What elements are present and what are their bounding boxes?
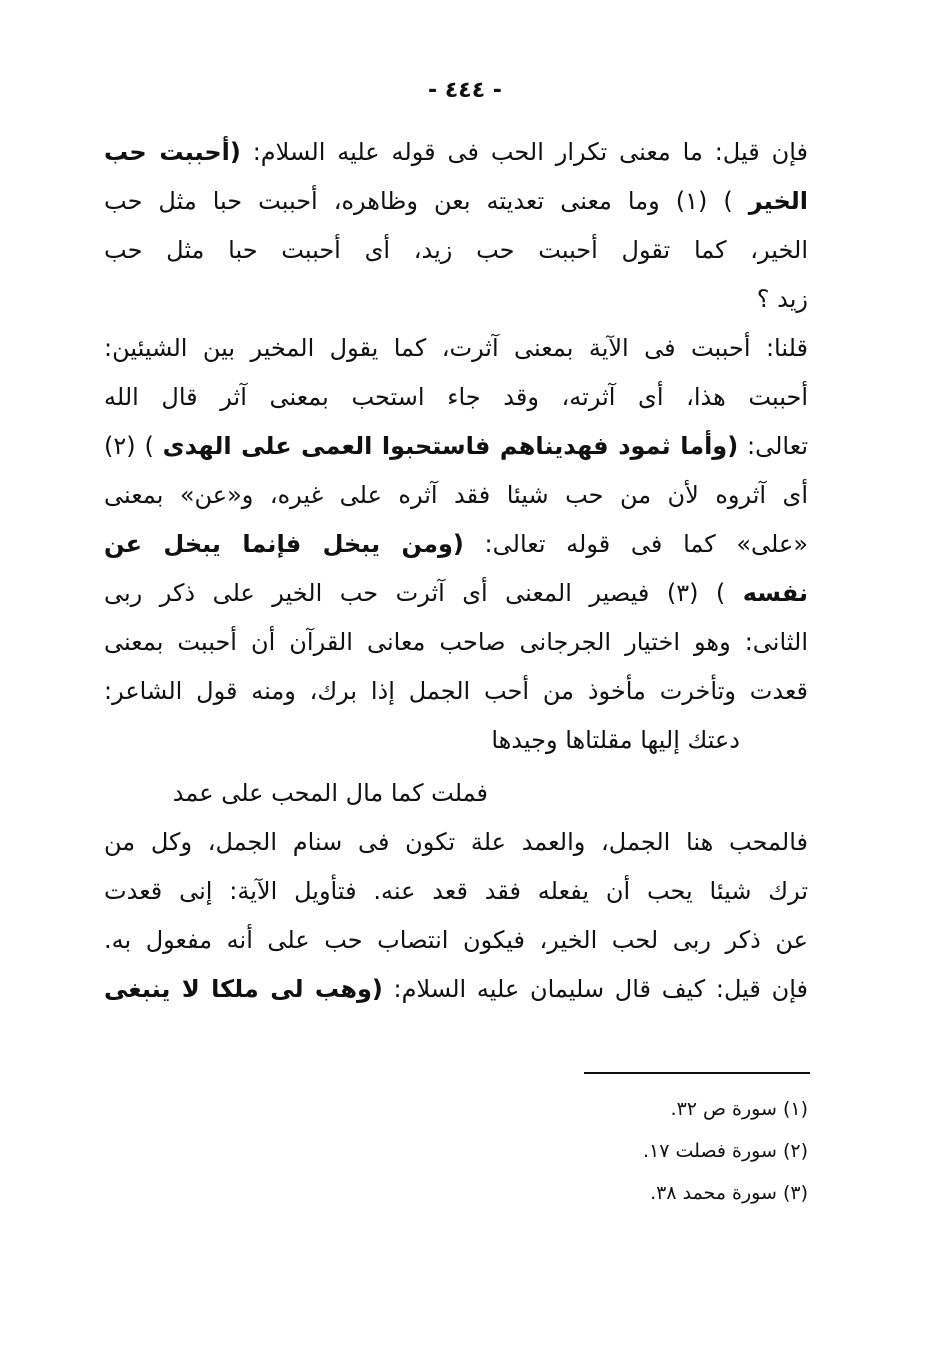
footnotes (643, 1088, 808, 1214)
poetry-verse-1: دعتك إليها مقلتاها وجيدها (491, 726, 740, 754)
line-text: ) (٢) (104, 432, 163, 460)
text-line-16 (104, 965, 808, 1014)
text-line-15 (104, 916, 808, 965)
poetry-verse-2: فملت كما مال المحب على عمد (172, 779, 488, 807)
footnote-2: (٢) سورة فصلت ١٧. (642, 1140, 808, 1162)
text-line-8 (104, 471, 808, 520)
text-line-14 (104, 867, 808, 916)
text-line-3 (104, 226, 808, 275)
line-text: تعالى: (738, 432, 808, 460)
text-line-11 (104, 618, 808, 667)
line-text: الخير، كما تقول أحببت حب زيد، أى أحببت حبا مثل حب (104, 236, 808, 264)
line-text: الثانى: وهو اختيار الجرجانى صاحب معانى القرآن أن أحببت بمعنى (104, 628, 808, 656)
quran-quote: (ومن يبخل فإنما يبخل عن (104, 530, 464, 558)
text-line-12 (104, 667, 808, 716)
line-text: «على» كما فى قوله تعالى: (463, 530, 808, 558)
line-text: فالمحب هنا الجمل، والعمد علة تكون فى سنام الجمل، وكل من (104, 828, 808, 856)
text-line-9 (104, 520, 808, 569)
text-line-10 (104, 569, 808, 618)
quran-quote: (أحببت حب (104, 138, 241, 166)
line-text: قلنا: أحببت فى الآية بمعنى آثرت، كما يقول المخير بين الشيئين: (104, 334, 808, 362)
quran-quote: (وهب لى ملكا لا ينبغى (104, 975, 383, 1003)
line-text: ) (١) وما معنى تعديته بعن وظاهره، أحببت حبا مثل حب (104, 187, 749, 215)
text-line-2 (104, 177, 808, 226)
line-text: عن ذكر ربى لحب الخير، فيكون انتصاب حب على أنه مفعول به. (104, 926, 808, 954)
quran-quote: نفسه (742, 579, 808, 607)
body-text (104, 128, 808, 1014)
text-line-5 (104, 324, 808, 373)
quran-quote: الخير (748, 187, 808, 215)
line-text: قعدت وتأخرت مأخوذ من أحب الجمل إذا برك، ومنه قول الشاعر: (104, 677, 808, 705)
text-line-13 (104, 818, 808, 867)
line-text: أى آثروه لأن من حب شيئا فقد آثره على غيره، و«عن» بمعنى (104, 481, 808, 509)
text-line-7 (104, 422, 808, 471)
page-number: - ٤٤٤ - (428, 78, 502, 103)
line-text: فإن قيل: ما معنى تكرار الحب فى قوله عليه السلام: (240, 138, 808, 166)
line-text: فإن قيل: كيف قال سليمان عليه السلام: (382, 975, 808, 1003)
text-line-1 (104, 128, 808, 177)
line-text: أحببت هذا، أى آثرته، وقد جاء استحب بمعنى آثر قال الله (104, 383, 808, 411)
quran-quote: (وأما ثمود فهديناهم فاستحبوا العمى على الهدى (162, 432, 739, 460)
text-line-6 (104, 373, 808, 422)
text-line-4 (104, 275, 808, 324)
footnote-1: (١) سورة ص ٣٢. (670, 1098, 808, 1120)
line-text: ترك شيئا يحب أن يفعله فقد قعد عنه. فتأويل الآية: إنى قعدت (104, 877, 808, 905)
line-text: زيد ؟ (756, 285, 808, 313)
line-text: ) (٣) فيصير المعنى أى آثرت حب الخير على ذكر ربى (104, 579, 743, 607)
footnote-3: (٣) سورة محمد ٣٨. (650, 1182, 808, 1204)
footnote-divider (584, 1072, 810, 1074)
